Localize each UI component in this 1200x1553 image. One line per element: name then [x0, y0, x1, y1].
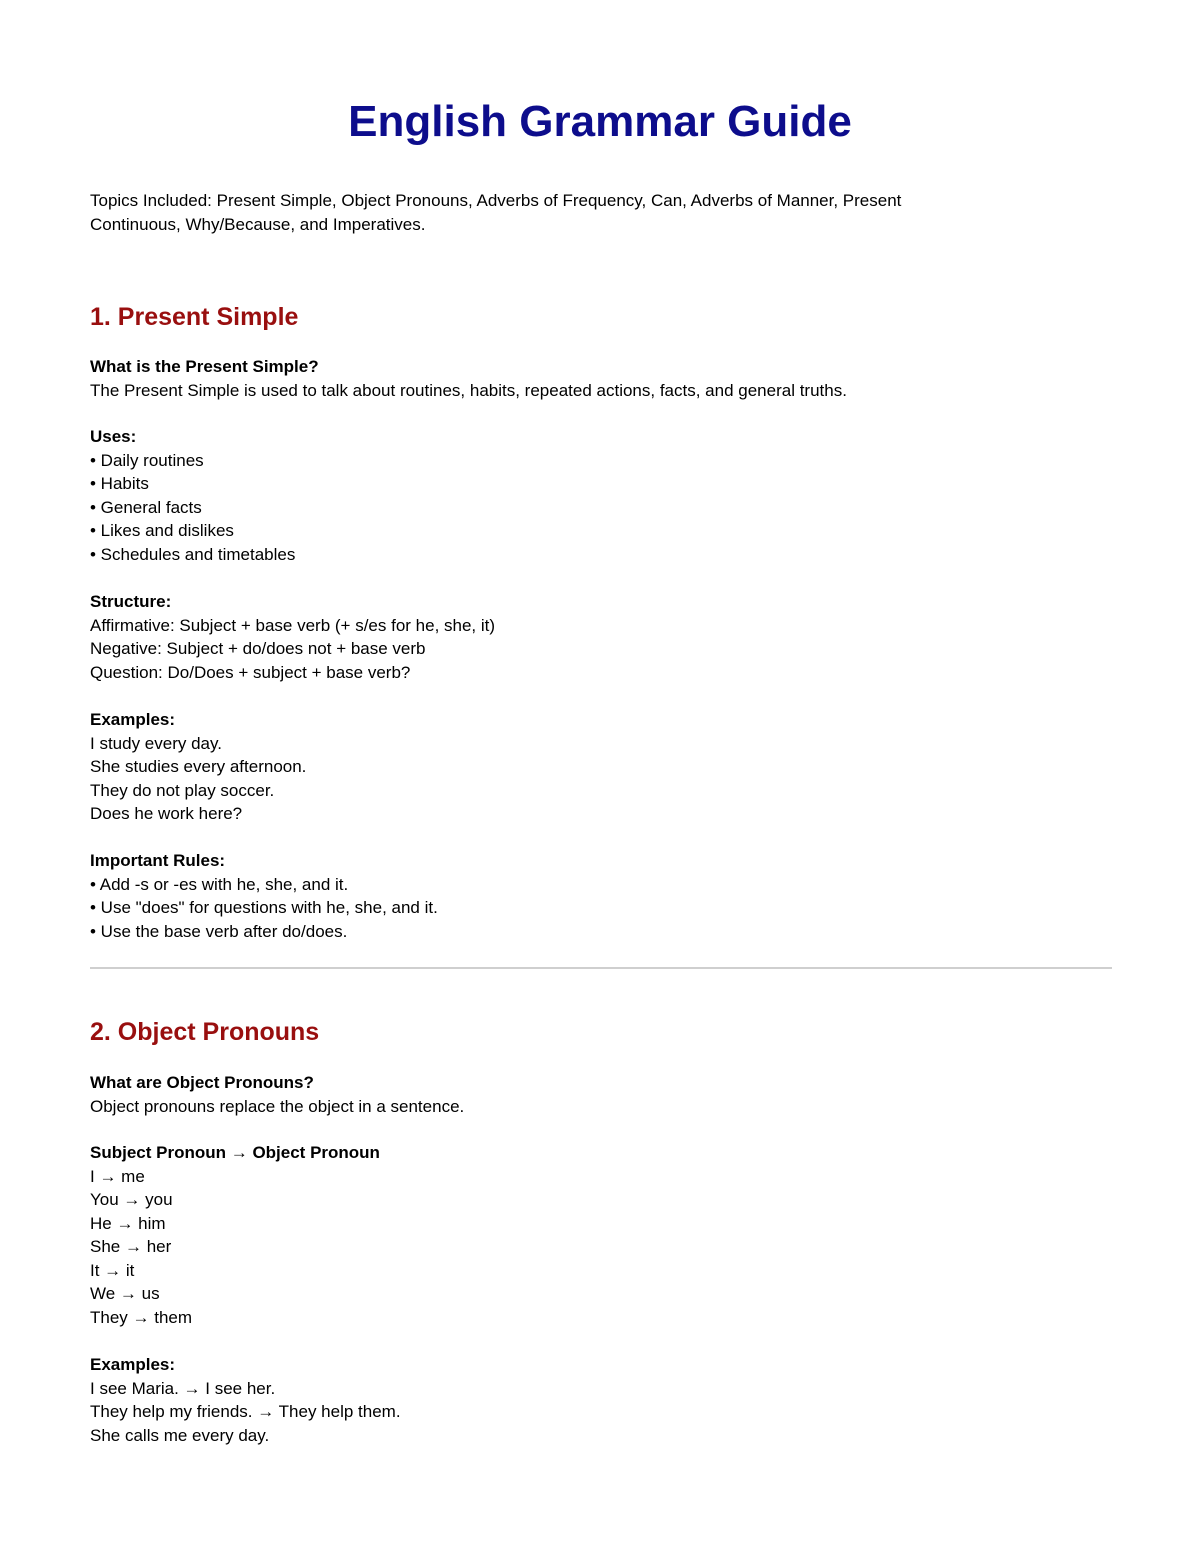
list-item: • Add -s or -es with he, she, and it. [90, 874, 349, 894]
list-item: • Schedules and timetables [90, 544, 296, 564]
pronoun-pair: You → you [90, 1190, 173, 1209]
list-item: • Use the base verb after do/does. [90, 921, 348, 941]
present-simple-definition [90, 355, 1090, 402]
structure-line: Question: Do/Does + subject + base verb? [90, 662, 411, 682]
structure-label: Structure: [90, 592, 172, 611]
example-line: I study every day. [90, 733, 222, 753]
list-item: • Daily routines [90, 450, 204, 470]
page-title: English Grammar Guide [348, 97, 852, 146]
object-pronouns-examples [90, 1353, 1090, 1447]
section-divider [90, 967, 1112, 969]
pronoun-pair: They → them [90, 1307, 193, 1327]
examples-label: Examples: [90, 710, 176, 729]
example-line: She calls me every day. [90, 1425, 270, 1445]
section-heading-present-simple: 1. Present Simple [90, 303, 299, 331]
list-item: • Use "does" for questions with he, she, and it. [90, 898, 438, 917]
example-line: She studies every afternoon. [90, 757, 307, 776]
section-heading-object-pronouns: 2. Object Pronouns [90, 1018, 320, 1046]
rules-label: Important Rules: [90, 851, 226, 870]
structure-line: Affirmative: Subject + base verb (+ s/es for he, she, it) [90, 615, 496, 635]
structure-line: Negative: Subject + do/does not + base verb [90, 639, 426, 658]
uses-label: Uses: [90, 427, 137, 446]
example-line: They help my friends. → They help them. [90, 1402, 401, 1421]
object-pronouns-definition [90, 1071, 1090, 1118]
definition-label: What are Object Pronouns? [90, 1073, 314, 1092]
definition-text: The Present Simple is used to talk about routines, habits, repeated actions, facts, and general truths. [90, 380, 847, 400]
intro-paragraph [90, 189, 1090, 237]
pronoun-pair: We → us [90, 1284, 160, 1303]
examples-label: Examples: [90, 1355, 176, 1374]
example-line: I see Maria. → I see her. [90, 1378, 276, 1398]
pronoun-table [90, 1141, 1090, 1329]
pronoun-pair: She → her [90, 1237, 172, 1256]
definition-label: What is the Present Simple? [90, 357, 319, 376]
list-item: • General facts [90, 497, 202, 517]
list-item: • Likes and dislikes [90, 521, 234, 540]
intro-line: Continuous, Why/Because, and Imperatives. [90, 215, 426, 234]
present-simple-structure [90, 590, 1090, 684]
pronoun-pair: He → him [90, 1213, 166, 1233]
intro-line: Topics Included: Present Simple, Object Pronouns, Adverbs of Frequency, Can, Adverbs of Manner, Present [90, 191, 902, 210]
pronoun-pair: It → it [90, 1260, 135, 1280]
present-simple-uses [90, 425, 1090, 566]
example-line: They do not play soccer. [90, 780, 275, 800]
present-simple-rules [90, 849, 1090, 943]
example-line: Does he work here? [90, 804, 243, 823]
present-simple-examples [90, 708, 1090, 826]
pronoun-pair: I → me [90, 1166, 145, 1186]
list-item: • Habits [90, 474, 149, 493]
pronoun-header: Subject Pronoun → Object Pronoun [90, 1143, 380, 1162]
definition-text: Object pronouns replace the object in a sentence. [90, 1096, 465, 1116]
